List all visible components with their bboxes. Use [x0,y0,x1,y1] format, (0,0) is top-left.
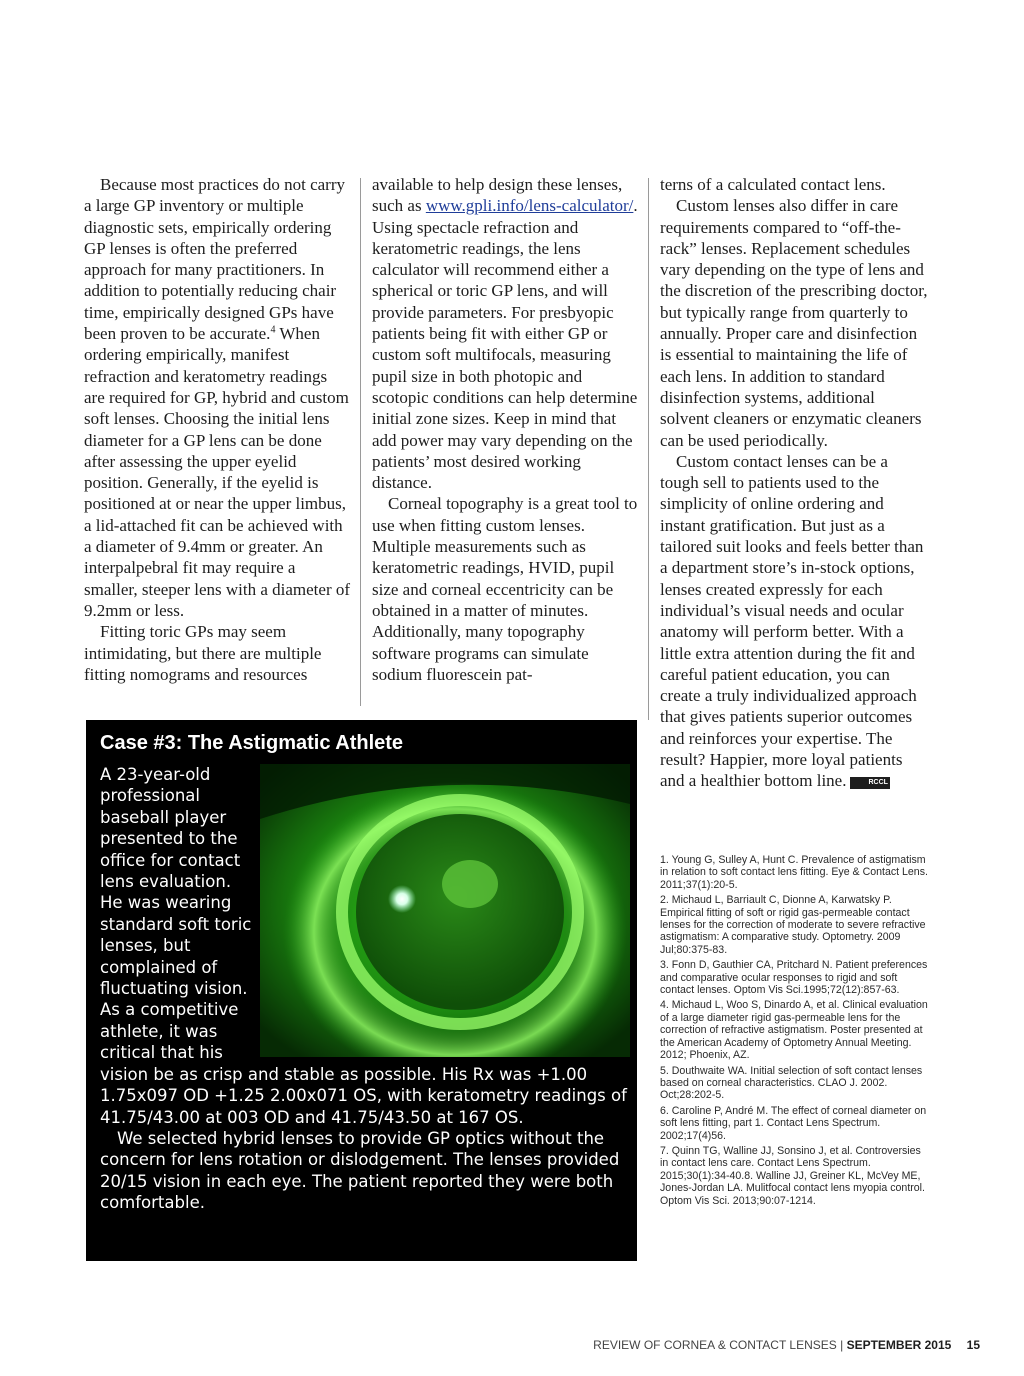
case-body [100,764,630,1214]
column-divider [648,178,649,720]
reference-item: 4. Michaud L, Woo S, Dinardo A, et al. Clinical evaluation of a large diameter rigid gas-permeable lens for the correction of refractive astigmatism. Poster presented at the American Academy of Optometry Annual Meeting. 2012; Phoenix, AZ. [660,999,928,1062]
reference-item: 7. Quinn TG, Walline JJ, Sonsino J, et al. Controversies in contact lens care. Contact Lens Spectrum. 2015;30(1):34-40.8. Walline JJ, Greiner KL, McVey ME, Jones-Jordan LA. Mulitfocal contact lens myopia control. Optom Vis Sci. 2013;90:07-1214. [660,1144,925,1207]
article-column-3 [660,174,928,792]
paragraph: Corneal topography is a great tool to use when fitting custom lenses. Multiple measurements such as keratometric readings, HVID, pupil size and corneal eccentricity can be obtained in a matter of minutes. Additionally, many topography software programs can simulate sodium fluorescein pat- [372,494,638,684]
issue-date: SEPTEMBER 2015 [846,1338,952,1352]
reference-item: 3. Fonn D, Gauthier CA, Pritchard N. Patient preferences and comparative ocular responses to rigid and soft contact lenses. Optom Vis Sci.1995;72(12):857-63. [660,959,928,997]
case-paragraph: We selected hybrid lenses to provide GP optics without the concern for lens rotation or dislodgement. The lenses provided 20/15 vision in each eye. The patient reported they were both comfortable. [100,1128,620,1213]
publication-name: REVIEW OF CORNEA & CONTACT LENSES | [593,1338,844,1352]
citation-superscript: 4 [270,324,276,336]
page-footer [540,1338,980,1352]
reference-item: 6. Caroline P, André M. The effect of corneal diameter on soft lens fitting, part 1. Contact Lens Spectrum. 2002;17(4)56. [660,1104,927,1142]
case-title: Case #3: The Astigmatic Athlete [100,732,404,754]
fluorescein-eye-photo [260,764,630,1057]
end-mark-logo: RCCL [850,777,889,789]
case-study-box [86,720,637,1261]
paragraph: available to help design these lenses, such as www.gpli.info/lens-calculator/. Using spectacle refraction and keratometric readings, the lens calculator will recommend either a spherical or toric GP lens, and will provide parameters. For presbyopic patients being fit with either GP or custom soft multifocals, measuring pupil size in both photopic and scotopic conditions can help determine initial zone sizes. Keep in mind that add power may vary depending on the patients’ most desired working distance. [372,175,638,493]
article-column-1 [84,174,352,685]
paragraph: Custom contact lenses can be a tough sell to patients used to the simplicity of online ordering and instant gratification. But just as a tailored suit looks and feels better than a department store’s in-stock options, lenses created expressly for each individual’s visual needs and ocular anatomy will perform better. With a little extra attention during the fit and careful patient education, you can create a truly individualized approach that gives patients superior outcomes and reinforces your expertise. The result? Happier, more loyal patients and a healthier bottom line. RCCL [660,451,924,791]
references-list [660,854,930,1210]
reference-item: 2. Michaud L, Barriault C, Dionne A, Karwatsky P. Empirical fitting of soft or rigid gas-permeable contact lenses for the correction of moderate to severe refractive astigmatism: A comparative study. Optometry. 2009 Jul;80:375-83. [660,894,926,956]
reference-item: 1. Young G, Sulley A, Hunt C. Prevalence of astigmatism in relation to soft contact lens fitting. Eye & Contact Lens. 2011;37(1):20-5. [660,854,928,891]
case-paragraph: A 23-year-old professional baseball player presented to the office for contact lens evaluation. He was wearing standard soft toric lenses, but complained of fluctuating vision. As a competitive athlete, it was critical that his vision be as crisp and stable as possible. His Rx was +1.00 1.75x097 OD +1.25 2.00x071 OS, with keratometry readings of 41.75/43.00 at 003 OD and 41.75/43.50 at 167 OS. [100,765,627,1127]
paragraph: Fitting toric GPs may seem intimidating, but there are multiple fitting nomograms and resources [84,622,322,684]
paragraph: terns of a calculated contact lens. [660,175,886,194]
article-column-2 [372,174,638,685]
paragraph: Because most practices do not carry a large GP inventory or multiple diagnostic sets, empirically ordering GP lenses is often the preferred approach for many practitioners. In addition to potentially reducing chair time, empirically designed GPs have been proven to be accurate.$^4$ When ordering empirically, manifest refraction and keratometry readings are required for GP, hybrid and custom soft lenses. Choosing the initial lens diameter for a GP lens can be done after assessing the upper eyelid position. Generally, if the eyelid is positioned at or near the upper limbus, a lid-attached fit can be achieved with a diameter of 9.4mm or greater. An interpalpebral fit may require a smaller, steeper lens with a diameter of 9.2mm or less. [84,175,351,620]
reference-item: 5. Douthwaite WA. Initial selection of soft contact lenses based on corneal characteristics. CLAO J. 2002. Oct;28:202-5. [660,1064,923,1102]
page-number: 15 [966,1338,980,1352]
paragraph: Custom lenses also differ in care requirements compared to “off-the-rack” lenses. Replacement schedules vary depending on the type of lens and the discretion of the prescribing doctor, but typically range from quarterly to annually. Proper care and disinfection is essential to maintaining the life of each lens. In addition to standard disinfection systems, additional solvent cleaners or enzymatic cleaners can be used periodically. [660,196,928,450]
lens-calculator-link[interactable]: www.gpli.info/lens-calculator/ [425,196,634,216]
column-divider [360,178,361,706]
